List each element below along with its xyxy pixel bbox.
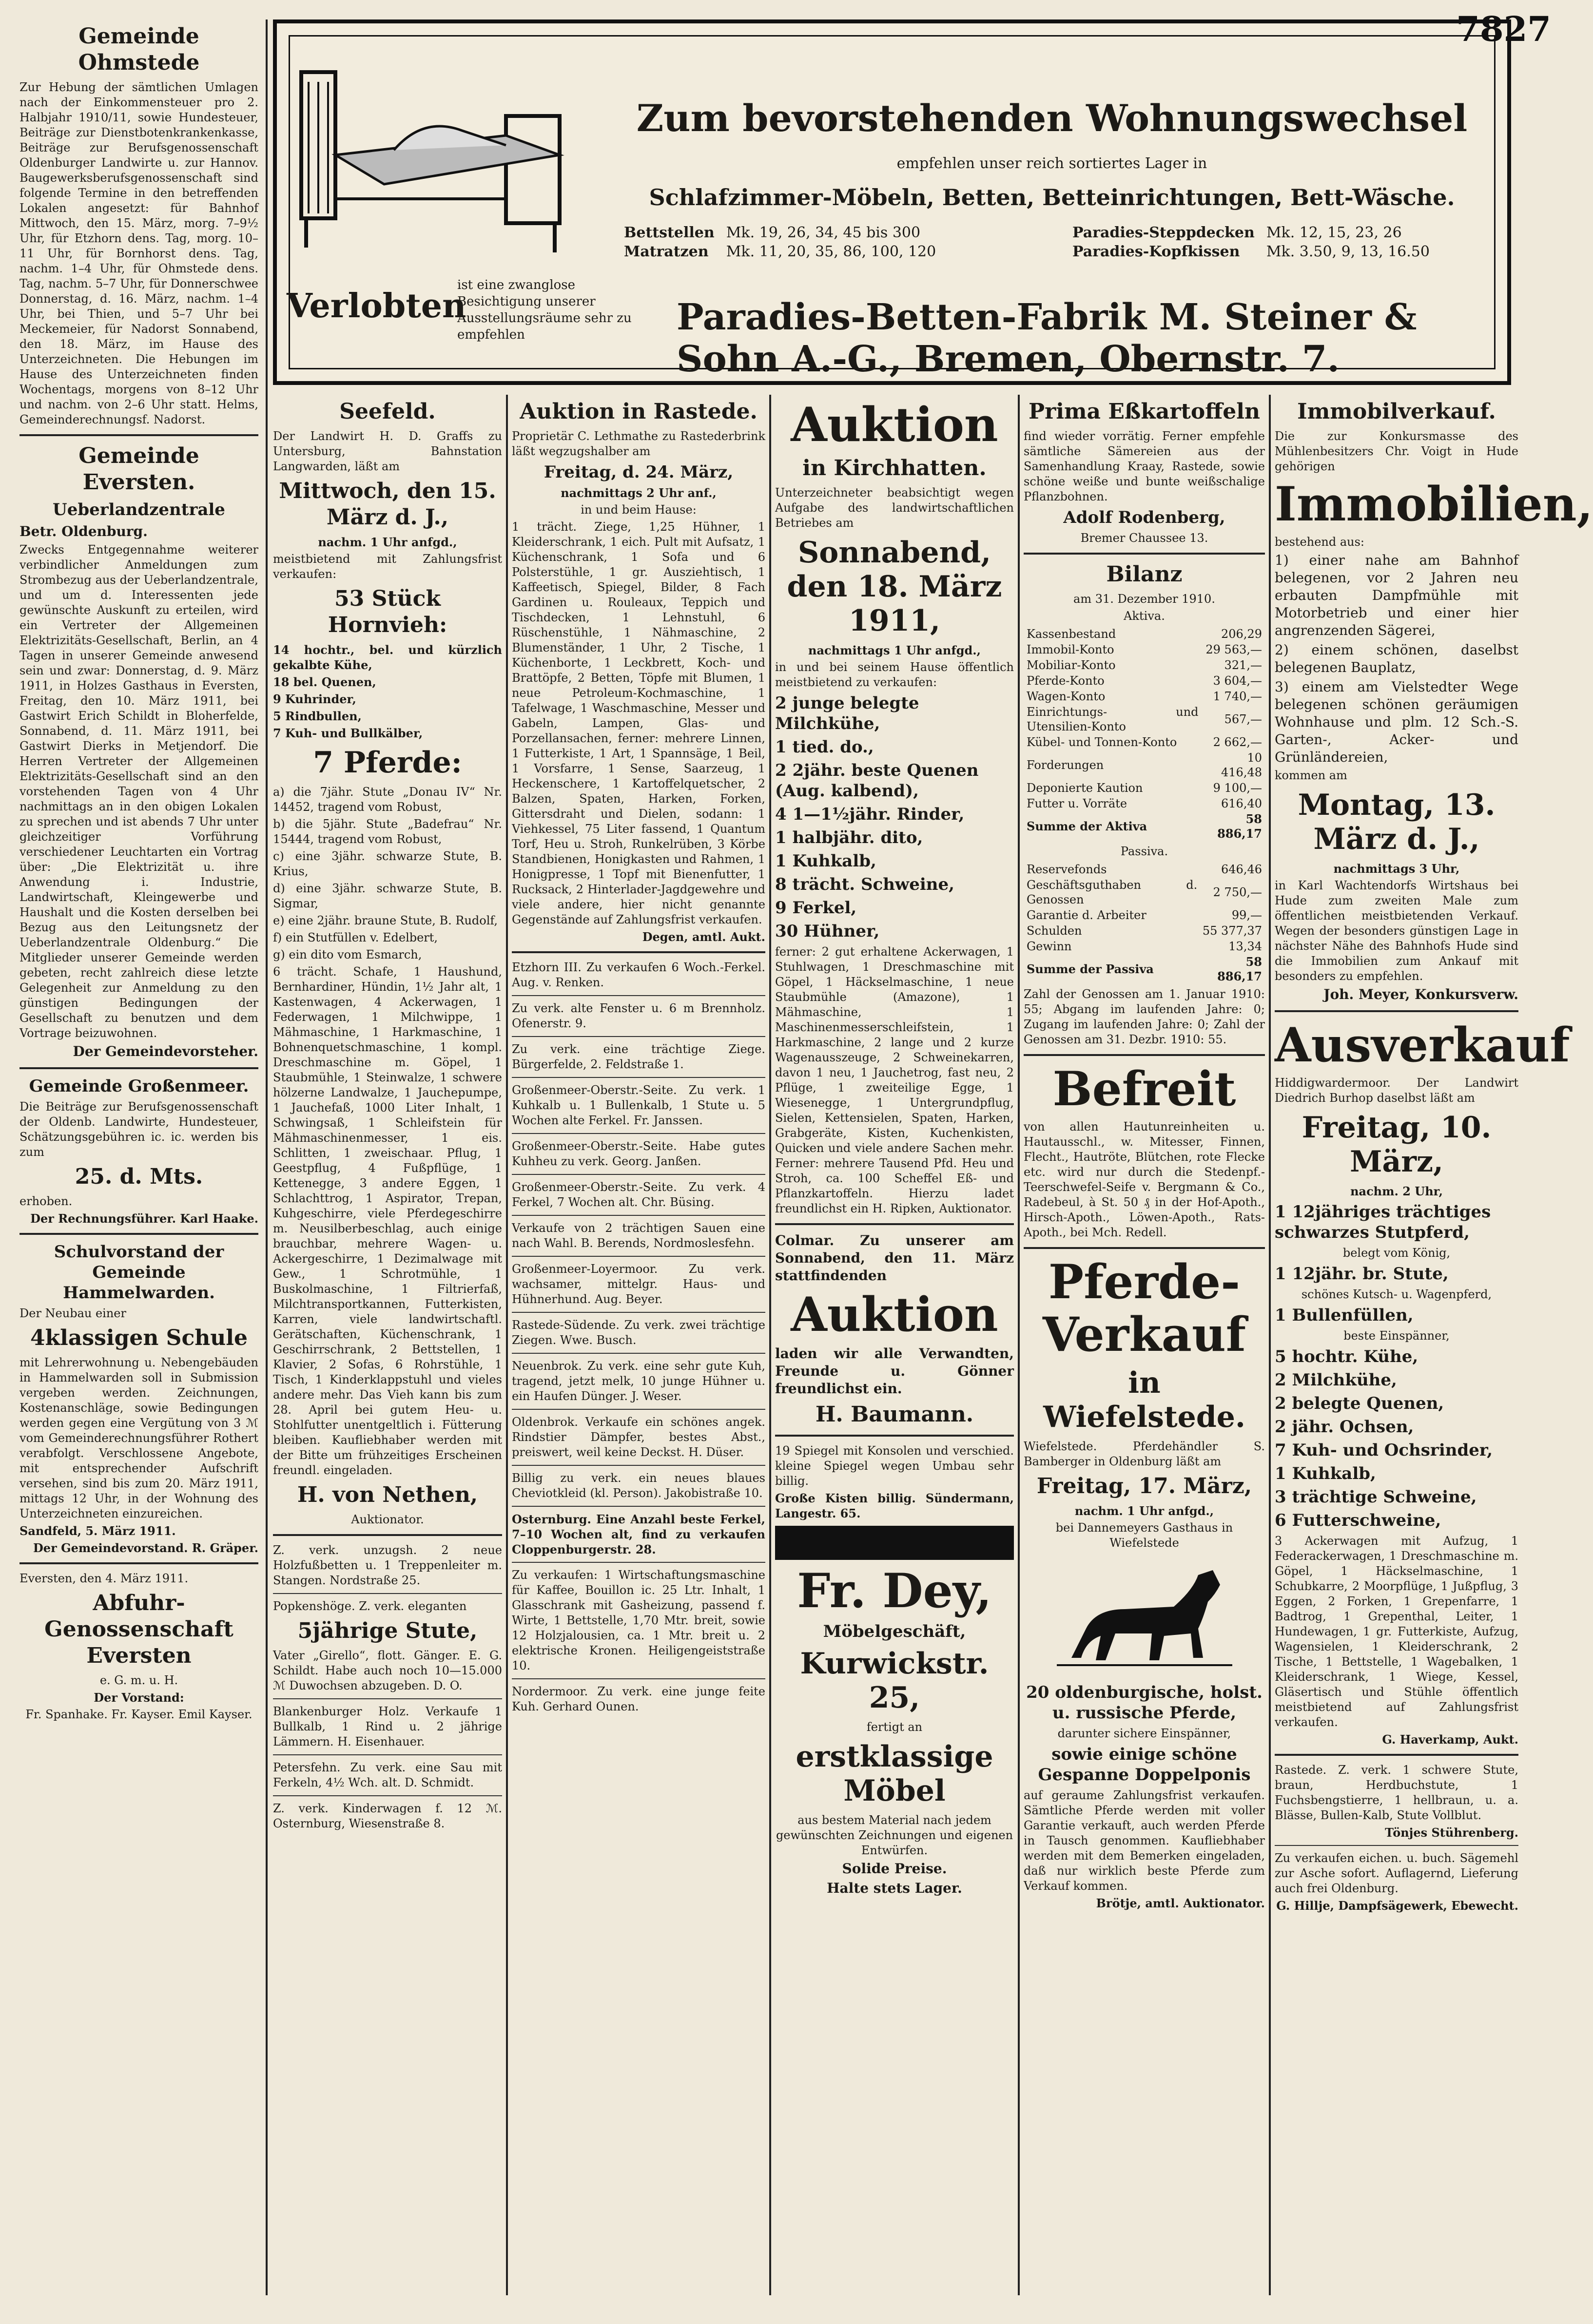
eversten-title: Gemeinde Eversten. [78, 443, 199, 495]
abfuhr-names: Fr. Spanhake. Fr. Kayser. Emil Kayser. [25, 1708, 253, 1721]
cattle-item: 9 Kuhrinder, [273, 692, 356, 706]
table-cell: 646,46 [1221, 863, 1262, 876]
bilanz-date: am 31. Dezember 1910. [1073, 592, 1215, 606]
dey-stock: Halte stets Lager. [827, 1880, 962, 1896]
cattle-item: 14 hochtr., bel. und kürzlich gekalbte Kühe, [273, 643, 502, 672]
table-cell: Einrichtungs- und Utensilien-Konto [1027, 705, 1199, 733]
ausverkauf-item: schönes Kutsch- u. Wagenpferd, [1301, 1287, 1492, 1301]
seefeld-date: Mittwoch, den 15. März d. J., [279, 479, 496, 530]
column-rule [266, 19, 268, 2295]
kirchhatten-item: 2 junge belegte Milchkühe, [775, 693, 919, 733]
ausverkauf-intro: Hiddigwardermoor. Der Landwirt Diedrich Burhop daselbst läßt am [1275, 1076, 1518, 1105]
rastede-place: in und beim Hause: [581, 503, 697, 517]
classified-ad: Nordermoor. Zu verk. eine junge feite Kuh. Gerhard Ounen. [512, 1685, 765, 1713]
rodenberg-address: Bremer Chaussee 13. [1080, 531, 1208, 545]
rastede-intro: Proprietär C. Lethmathe zu Rastederbrink läßt wegzugshalber am [512, 429, 765, 458]
dey-sub: Möbelgeschäft, [823, 1622, 966, 1641]
classified-ad: Petersfehn. Zu verk. eine Sau mit Ferkeln, 4½ Wch. alt. D. Schmidt. [273, 1761, 502, 1789]
ausverkauf-date: Freitag, 10. März, [1302, 1111, 1492, 1179]
table-cell: 58 886,17 [1217, 955, 1262, 983]
horse-item: c) eine 3jähr. schwarze Stute, B. Krius, [273, 849, 502, 878]
table-cell: Garantie d. Arbeiter [1027, 908, 1146, 922]
table-cell: 2 750,— [1213, 885, 1262, 899]
kirchhatten-time: nachmittags 1 Uhr anfgd., [808, 643, 981, 657]
table-cell: Futter u. Vorräte [1027, 797, 1127, 810]
horse-item: e) eine 2jähr. braune Stute, B. Rudolf, [273, 914, 498, 927]
table-cell: Kübel- und Tonnen-Konto [1027, 735, 1177, 749]
classified-ad: Vater „Girello“, flott. Gänger. E. G. Schildt. Habe auch noch 10—15.000 ℳ Duwochsen abzugeben. D. O. [273, 1649, 502, 1692]
table-cell: 9 100,— [1213, 781, 1262, 795]
kirchhatten-date: Sonnabend, den 18. März 1911, [787, 536, 1002, 638]
column-2 [273, 395, 502, 2295]
table-cell: 99,— [1231, 908, 1262, 922]
banner-subtitle: empfehlen unser reich sortiertes Lager in [896, 155, 1207, 172]
seefeld-cattle-title: 53 Stück Hornvieh: [328, 586, 447, 637]
table-row [1025, 673, 1264, 688]
kirchhatten-place: in und bei seinem Hause öffentlich meistbietend zu verkaufen: [775, 660, 1014, 689]
pferde-sign: Brötje, amtl. Auktionator. [1096, 1896, 1265, 1910]
table-row [1025, 812, 1264, 841]
table-cell: 13,34 [1228, 940, 1262, 953]
ausverkauf-item: 5 hochtr. Kühe, [1275, 1347, 1418, 1366]
table-cell: 10 416,48 [1221, 751, 1262, 779]
pferde-location: bei Dannemeyers Gasthaus in Wiefelstede [1055, 1521, 1233, 1550]
ausverkauf-item: 1 Bullenfüllen, [1275, 1306, 1414, 1325]
column-6 [1275, 395, 1593, 2295]
newspaper-page [19, 19, 1593, 2305]
table-row [1025, 689, 1264, 704]
banner-title: Zum bevorstehenden Wohnungswechsel [636, 96, 1468, 140]
table-cell: Geschäftsguthaben d. Genossen [1027, 878, 1198, 906]
rastede-time: nachmittags 2 Uhr anf., [561, 486, 717, 500]
rodenberg-firm: Adolf Rodenberg, [1063, 508, 1225, 527]
table-cell: Kassenbestand [1027, 627, 1116, 641]
classified-ad: Popkenshöge. Z. verk. eleganten [273, 1599, 467, 1613]
horse-item: b) die 5jähr. Stute „Badefrau“ Nr. 15444, tragend vom Robust, [273, 817, 502, 846]
schul-place: Sandfeld, 5. März 1911. [19, 1524, 176, 1538]
schul-big: 4klassigen Schule [30, 1325, 248, 1350]
kirchhatten-item: 1 Kuhkalb, [775, 851, 876, 871]
ausverkauf-item: 1 12jähriges trächtiges schwarzes Stutpferd, [1275, 1202, 1491, 1242]
table-cell: 2 662,— [1213, 735, 1262, 749]
colmar-big: Auktion [791, 1287, 998, 1342]
table-cell: 3 604,— [1213, 674, 1262, 688]
schul-text2: mit Lehrerwohnung u. Nebengebäuden in Hammelwarden soll in Submission vergeben werden. Zeichnungen, Kostenanschläge, sowie Bedingungen werden gegen eine Vergütung von 3 ℳ vom Gemeinderechnungsführer Rothert verabfolgt. Verschlossene Angebote, mit entsprechender Aufschrift versehen, sind bis zum 20. März 1911, mittags 12 Uhr, in der Wohnung des Unterzeichneten einzureichen. [19, 1356, 258, 1520]
column-3 [512, 395, 765, 2295]
table-cell: Schulden [1027, 924, 1082, 938]
rastede-sign: Degen, amtl. Aukt. [642, 930, 765, 944]
seefeld-more: 6 trächt. Schafe, 1 Haushund, Bernhardiner, Hündin, 1½ Jahr alt, 1 Kastenwagen, 4 Ackerwagen, 1 Federwagen, 1 Milchwippe, 1 Mähmaschine, 1 Harkmaschine, 1 Bohnenquetschmaschine, 1 kompl. Dreschmaschine m. Göpel, 1 Staubmühle, 1 Steinwalze, 1 schwere hölzerne Landwalze, 1 Jauchepumpe, 1 Jauchefaß, 1000 Liter Inhalt, 1 Schwingsaß, 1 Schleifstein für Mähmaschinenmesser, 1 eis. Schlitten, 1 zweischaar. Pflug, 1 Geestpflug, 4 Fußpflüge, 1 Kettenegge, 3 andere Eggen, 1 Schlachttrog, 1 Aspirator, Trepan, Kuhgeschirre, viele Pferdegeschirre m. Neusilberbeschlag, auch einige brauchbar, mehrere Wagen- u. Ackergeschirre, 1 Dezimalwage mit Gew., 1 Schrotmühle, 1 Buskolmaschine, 1 Filtrierfaß, Milchtransportkannen, Futterkisten, Karren, viele landwirtschaftl. Gerätschaften, Küchenschrank, 1 Geschirrschrank, 2 Bettstellen, 1 Klavier, 2 Sofas, 6 Rohrstühle, 1 Tisch, 1 Kinderklappstuhl und vieles andere mehr. Das Vieh kann bis zum 28. April bei gutem Heu- u. Stohlfutter unentgeltlich i. Fütterung bleiben. Kaufliebhaber werden mit der Bitte um frühzeitiges Erscheinen freundl. eingeladen. [273, 965, 502, 1477]
seefeld-horses-title: 7 Pferde: [313, 746, 462, 780]
grossenmeer-date: 25. d. Mts. [75, 1164, 203, 1189]
table-cell: Forderungen [1027, 758, 1104, 772]
table-row [1025, 955, 1264, 984]
ausverkauf-item: 2 Milchkühe, [1275, 1370, 1397, 1390]
classified-ad: Oldenbrok. Verkaufe ein schönes angek. Rindstier Dämpfer, bestes Abst., preiswert, weil keine Deckst. H. Düser. [512, 1415, 765, 1459]
ausverkauf-item: 2 belegte Quenen, [1275, 1394, 1444, 1413]
horse-item: g) ein dito vom Esmarch, [273, 948, 422, 961]
dey-big: erstklassige Möbel [796, 1740, 993, 1808]
grossenmeer-title: Gemeinde Großenmeer. [29, 1076, 249, 1096]
ausverkauf-item: beste Einspänner, [1343, 1329, 1450, 1343]
seefeld-title: Seefeld. [339, 399, 436, 424]
seefeld-terms: meistbietend mit Zahlungsfrist verkaufen: [273, 552, 502, 581]
classified-ad: Neuenbrok. Zu verk. eine sehr gute Kuh, tragend, jetzt melk, 10 junge Hühner u. ein Haufen Dünger. J. Weser. [512, 1359, 765, 1403]
saegemehl-sign: G. Hillje, Dampfsägewerk, Ebewecht. [1276, 1899, 1518, 1913]
aktiva-title: Aktiva. [1124, 609, 1165, 623]
immobil-big: Immobilien, [1275, 477, 1593, 532]
classified-ad: Zu verk. alte Fenster u. 6 m Brennholz. Ofenerstr. 9. [512, 1001, 765, 1030]
passiva-table [1024, 861, 1265, 985]
horse-item: d) eine 3jähr. schwarze Stute, B. Sigmar, [273, 882, 502, 910]
ausverkauf-item: 2 jähr. Ochsen, [1275, 1417, 1414, 1437]
table-row [1025, 781, 1264, 795]
seefeld-auctioneer-sub: Auktionator. [351, 1513, 424, 1526]
ausverkauf-more: 3 Ackerwagen mit Aufzug, 1 Federackerwagen, 1 Dreschmaschine m. Göpel, 1 Häckselmaschine, 1 Schubkarre, 2 Moorpflüge, 1 Jußpflug, 3 Eggen, 2 Forken, 1 Grepenfarre, 1 Badtrog, 1 Grepenthal, Leiter, 1 Hundewagen, 1 gr. Futterkiste, Aufzug, Wagensielen, 1 Kleiderschrank, 2 Tische, 1 Bettstelle, 1 Wagebalken, 1 Kleiderschrank, 1 Wiege, Kessel, Gläsertisch und Stühle öffentlich meistbietend auf Zahlungsfrist verkaufen. [1275, 1534, 1518, 1729]
table-cell: 55 377,37 [1202, 924, 1262, 938]
seefeld-auctioneer: H. von Nethen, [297, 1482, 478, 1507]
immobil-intro: Die zur Konkursmasse des Mühlenbesitzers Chr. Voigt in Hude gehörigen [1275, 429, 1518, 473]
table-cell: 206,29 [1221, 627, 1262, 641]
banner-verlobten: Verlobten [287, 287, 466, 326]
abfuhr-sub: e. G. m. u. H. [99, 1673, 178, 1687]
ueberland-text: Zwecks Entgegennahme weiterer verbindlicher Anmeldungen zum Strombezug aus der Ueberlandzentrale, und um d. Interessenten jede gewünschte Auskunft zu erteilen, wird ein Vertreter der Allgemeinen Elektrizitäts-Gesellschaft, Berlin, an 4 Tagen in unserer Gemeinde anwesend sein und zwar: Donnerstag, d. 9. März 1911, in Holzes Gasthaus in Eversten, Freitag, den 10. März 1911, bei Gastwirt Erich Schildt in Bloherfelde, Sonnabend, d. 11. März 1911, bei Gastwirt Dierks in Metjendorf. Die Herren Vertreter der Allgemeinen Elektrizitäts-Gesellschaft sind an den vorstehenden Tagen von 4 Uhr nachmittags an in den obigen Lokalen zu sprechen und ist abends 7 Uhr unter gleichzeitiger Vorführung verschiedener Leuchtarten ein Vortrag über: „Die Elektrizität u. ihre Anwendung i. Industrie, Landwirtschaft, Kleingewerbe und Haushalt und die Kosten derselben bei Bezug aus den Leitungsnetz der Ueberlandzentrale Oldenburg.“ Die Mitglieder unserer Gemeinde werden gebeten, recht zahlreich diese letzte Gelegenheit zur Anmeldung zu den günstigen Bedingungen der Gesellschaft zu benutzen und dem Vortrage beizuwohnen. [19, 543, 258, 1040]
column-rule [1018, 395, 1020, 2295]
banner-prices-left [618, 223, 942, 261]
dey-detail: aus bestem Material nach jedem gewünschten Zeichnungen und eigenen Entwürfen. [776, 1813, 1013, 1857]
kirchhatten-intro: Unterzeichneter beabsichtigt wegen Aufgabe des landwirtschaftlichen Betriebes am [775, 486, 1014, 530]
price-values: Mk. 3.50, 9, 13, 16.50 [1266, 243, 1430, 260]
immobil-list-item: 1) einer nahe am Bahnhof belegenen, vor 2 Jahren neu erbauten Dampfmühle mit Motorbetrieb und einer hier angrenzenden Sägerei, [1275, 552, 1518, 638]
dey-text: fertigt an [866, 1720, 923, 1734]
classified-ad: Rastede-Südende. Zu verk. zwei trächtige Ziegen. Wwe. Busch. [512, 1318, 765, 1347]
ueberland-title: Ueberlandzentrale [53, 500, 225, 519]
column-rule [506, 395, 508, 2295]
classified-ad: Großenmeer-Loyermoor. Zu verk. wachsamer, mittelgr. Haus- und Hühnerhund. Aug. Beyer. [512, 1262, 765, 1306]
banner-products: Schlafzimmer-Möbeln, Betten, Betteinrichtungen, Bett-Wäsche. [649, 184, 1455, 211]
kirchhatten-more: ferner: 2 gut erhaltene Ackerwagen, 1 Stuhlwagen, 1 Dreschmaschine mit Göpel, 1 Häckselmaschine, 1 neue Staubmühle (Amazone), 1 Mähmaschine, 1 Maschinenmesserschleifstein, 1 Harkmaschine, 2 lange und 2 kurze Wagenausszeuge, 2 Schweinekarren, davon 1 neu, 1 Jauchetrog, fast neu, 2 Pflüge, 1 zweiteilige Egge, 1 Wiesenegge, 1 Untergrundpflug, Sielen, Kettensielen, Spaten, Harken, Grabgeräte, Kisten, Kuchenkisten, Quicken und viele andere Sachen mehr. Ferner: mehrere Tausend Pfd. Heu und Stroh, ca. 100 Scheffel Eß- und Pflanzkartoffeln. Hierzu ladet freundlichst ein H. Ripken, Auktionator. [775, 945, 1014, 1215]
table-cell: 616,40 [1221, 797, 1262, 810]
ausverkauf-item: 3 trächtige Schweine, [1275, 1487, 1477, 1507]
horse-illustration [1052, 1556, 1237, 1677]
dey-address: Kurwickstr. 25, [800, 1647, 989, 1715]
table-cell: Gewinn [1027, 940, 1072, 953]
cattle-item: 18 bel. Quenen, [273, 675, 376, 689]
table-cell: Reservefonds [1027, 863, 1107, 876]
banner-prices-right [1067, 223, 1436, 261]
table-row [1025, 878, 1264, 907]
immobil-sign: Joh. Meyer, Konkursverw. [1323, 986, 1518, 1002]
classified-ad: Zu verkaufen: 1 Wirtschaftungsmaschine für Kaffee, Bouillon ic. 25 Ltr. Inhalt, 1 Glasschrank mit Gasheizung, passend f. Wirte, 1 Bettstelle, 1,70 Mtr. breit, sowie 12 Holzjalousien, ca. 1 Mtr. breit u. 2 elektrische Kronen. Heiligengeiststraße 10. [512, 1568, 765, 1672]
column-5 [1024, 395, 1265, 2295]
price-values: Mk. 19, 26, 34, 45 bis 300 [726, 224, 921, 241]
stute-big: 5jährige Stute, [297, 1618, 478, 1643]
column-rule [769, 395, 771, 2295]
table-cell: Mobiliar-Konto [1027, 658, 1116, 672]
table-cell: 567,— [1224, 712, 1262, 726]
table-cell: Deponierte Kaution [1027, 781, 1143, 795]
abfuhr-title: Abfuhr-Genossenschaft Eversten [44, 1591, 233, 1668]
table-cell: 321,— [1224, 658, 1262, 672]
ausverkauf-item: 7 Kuh- und Ochsrinder, [1275, 1440, 1493, 1460]
banner-firm: Paradies-Betten-Fabrik M. Steiner & Sohn A.-G., Bremen, Obernstr. 7. [677, 296, 1417, 380]
pferde-intro: Wiefelstede. Pferdehändler S. Bamberger in Oldenburg läßt am [1024, 1440, 1265, 1468]
grossenmeer-sign: Der Rechnungsführer. Karl Haake. [30, 1211, 258, 1226]
table-cell: 1 740,— [1213, 690, 1262, 703]
price-item: Paradies-Kopfkissen [1072, 243, 1240, 260]
table-row [1025, 750, 1264, 780]
table-row [1025, 642, 1264, 657]
price-item: Matratzen [624, 243, 709, 260]
table-row [1025, 908, 1264, 922]
classified-ad: Z. verk. Kinderwagen f. 12 ℳ. Osternburg, Wiesenstraße 8. [273, 1802, 502, 1830]
classified-ad: Osternburg. Eine Anzahl beste Ferkel, 7–10 Wochen alt, find zu verkaufen Cloppenburgerstr. 28. [512, 1512, 765, 1556]
colmar-text: Colmar. Zu unserer am Sonnabend, den 11. März stattfindenden [775, 1232, 1014, 1284]
aktiva-table [1024, 626, 1265, 842]
dey-price: Solide Preise. [842, 1861, 947, 1877]
table-cell: Pferde-Konto [1027, 674, 1105, 688]
classified-ad: Verkaufe von 2 trächtigen Sauen eine nach Wahl. B. Berends, Nordmoslesfehn. [512, 1221, 765, 1250]
black-bar [775, 1526, 1014, 1560]
ausverkauf-item: 1 Kuhkalb, [1275, 1464, 1376, 1483]
classified-ad: Großenmeer-Oberstr.-Seite. Zu verk. 4 Ferkel, 7 Wochen alt. Chr. Büsing. [512, 1180, 765, 1209]
cattle-item: 5 Rindbullen, [273, 709, 362, 723]
table-row [1025, 735, 1264, 749]
pferde-more: darunter sichere Einspänner, [1057, 1727, 1231, 1740]
rastede-date: Freitag, d. 24. März, [544, 462, 734, 482]
pferde-place: in Wiefelstede. [1043, 1366, 1245, 1434]
ausverkauf-time: nachm. 2 Uhr, [1350, 1184, 1443, 1198]
table-row [1025, 862, 1264, 877]
kirchhatten-item: 1 halbjähr. dito, [775, 828, 923, 847]
schul-title: Schulvorstand der Gemeinde Hammelwarden. [54, 1242, 224, 1303]
pferde-text: auf geraume Zahlungsfrist verkaufen. Sämtliche Pferde werden mit voller Garantie verkauft, auch werden Pferde in Tausch genommen. Kaufliebhaber werden mit dem Bemerken eingeladen, daß nur wirklich beste Pferde zum Verkauf kommen. [1024, 1788, 1265, 1893]
immobil-place: in Karl Wachtendorfs Wirtshaus bei Hude zum zweiten Male zum öffentlichen meistbietenden Verkauf. Wegen der besonders günstigen Lage in nächster Nähe des Bahnhofs Hude sind die Immobilien zum Ankauf mit besonders zu empfehlen. [1275, 879, 1518, 983]
ausverkauf-title: Ausverkauf [1275, 1018, 1570, 1073]
immobil-list-intro: bestehend aus: [1275, 535, 1365, 549]
pferde-big: 20 oldenburgische, holst. u. russische Pferde, [1026, 1683, 1263, 1723]
kirchhatten-title: Auktion [791, 397, 998, 452]
immobil-date: Montag, 13. März d. J., [1298, 788, 1496, 856]
immobil-list-item: 2) einem schönen, daselbst belegenen Bauplatz, [1275, 642, 1518, 675]
horse-item: a) die 7jähr. Stute „Donau IV“ Nr. 14452, tragend vom Robust, [273, 785, 502, 814]
rastede-ad-sign: Tönjes Stührenberg. [1385, 1825, 1518, 1840]
classified-ad: Etzhorn III. Zu verkaufen 6 Woch.-Ferkel. Aug. v. Renken. [512, 960, 765, 989]
pferde-time: nachm. 1 Uhr anfgd., [1074, 1504, 1214, 1518]
befreit-title: Befreit [1052, 1061, 1236, 1116]
table-cell: 29 563,— [1205, 643, 1262, 656]
bilanz-members: Zahl der Genossen am 1. Januar 1910: 55; Abgang im laufenden Jahre: 0; Zugang im laufenden Jahre: 0; Zahl der Genossen am 31. Dezbr. 1910: 55. [1024, 987, 1265, 1046]
abfuhr-place: Eversten, den 4. März 1911. [19, 1572, 189, 1585]
rastede-items: 1 trächt. Ziege, 1,25 Hühner, 1 Kleiderschrank, 1 eich. Pult mit Aufsatz, 1 Küchenschrank, 1 Sofa und 6 Polsterstühle, 1 gr. Ausziehtisch, 1 Kaffeetisch, Spiegel, Bilder, 8 Fach Gardinen u. Rouleaux, Teppich und Tischdecken, 1 Lehnstuhl, 6 Rüschenstühle, 1 Nähmaschine, 2 Blumenständer, 1 Uhr, 2 Tische, 1 Küchenborte, 1 Leckbrett, Koch- und Brattöpfe, 2 Betten, Töpfe mit Blumen, 1 neue Petroleum-Kochmaschine, 1 Tafelwage, 1 Waschmaschine, Messer und Gabeln, Lampen, Glas- und Porzellansachen, ferner: mehrere Linnen, 1 Futterkiste, 1 Art, 1 Spannsäge, 1 Beil, 1 Vorsfarre, 1 Sense, Saarzeug, 1 Heckenschere, 1 Kartoffelquetscher, 2 Balzen, Spaten, Harken, Forken, Gittersdraht und Dielen, sodann: 1 Viehkessel, 75 Liter fassend, 1 Quantum Torf, Heu u. Stroh, Runkelrüben, 3 Körbe Standbienen, Honigkasten und Rahmen, 1 Honigpresse, 1 Topf mit Bienenfutter, 1 Rucksack, 2 Hinterlader-Jagdgewehre und viele andere, hier nicht genannte Gegenstände auf Zahlungsfrist verkaufen. [512, 520, 765, 926]
table-row [1025, 796, 1264, 811]
kirchhatten-item: 8 trächt. Schweine, [775, 875, 954, 894]
ausverkauf-item: belegt vom König, [1342, 1246, 1451, 1260]
rastede-title: Auktion in Rastede. [520, 399, 758, 424]
table-row [1025, 939, 1264, 954]
column-rule [1269, 395, 1271, 2295]
ausverkauf-item: 1 12jähr. br. Stute, [1275, 1264, 1449, 1284]
table-row [1025, 627, 1264, 641]
ueberland-sign: Der Gemeindevorsteher. [73, 1043, 258, 1059]
seefeld-time: nachm. 1 Uhr anfgd., [318, 535, 457, 549]
grossenmeer-end: erhoben. [19, 1194, 73, 1208]
saegemehl-ad: Zu verkaufen eichen. u. buch. Sägemehl zur Asche sofort. Auflagernd, Lieferung auch frei Oldenburg. [1275, 1851, 1518, 1895]
colmar-invite: laden wir alle Verwandten, Freunde u. Gönner freundlichst ein. [775, 1345, 1014, 1397]
pferde-gespann: sowie einige schöne Gespanne Doppelponis [1038, 1745, 1251, 1785]
price-values: Mk. 11, 20, 35, 86, 100, 120 [726, 243, 936, 260]
immobil-list-item: 3) einem am Vielstedter Wege belegenen schönen geräumigen Wohnhause und plm. 12 Sch.-S. Garten-, Acker- und Grünländereien, [1275, 679, 1518, 765]
rastede-ad: Rastede. Z. verk. 1 schwere Stute, braun, Herdbuchstute, 1 Fuchsbengstierre, 1 hellbraun, u. a. Blässe, Bullen-Kalb, Stute Vollblut. [1275, 1763, 1518, 1822]
passiva-title: Passiva. [1120, 845, 1168, 858]
banner-ad [273, 19, 1511, 385]
classified-ad: Billig zu verk. ein neues blaues Cheviotkleid (kl. Person). Jakobistraße 10. [512, 1471, 765, 1500]
spiegel-ad: 19 Spiegel mit Konsolen und verschied. kleine Spiegel wegen Umbau sehr billig. [775, 1444, 1014, 1488]
table-cell: Summe der Aktiva [1027, 819, 1147, 833]
table-row [1025, 923, 1264, 938]
bilanz-title: Bilanz [1106, 562, 1183, 587]
ohmstede-text: Zur Hebung der sämtlichen Umlagen nach der Einkommensteuer pro 2. Halbjahr 1910/11, sowie Hundesteuer, Beiträge zur Dienstbotenkrankenkasse, Beiträge zur Berufsgenossenschaft Oldenburger Landwirte u. zur Hannov. Baugewerksberufsgenossenschaft sind folgende Termine in den betreffenden Lokalen angesetzt: für Bahnhof Mittwoch, den 15. März, morg. 7–9½ Uhr, für Etzhorn dens. Tag, morg. 10–11 Uhr, für Bornhorst dens. Tag, nachm. 1–4 Uhr, für Ohmstede dens. Tag, nachm. 5–7 Uhr, für Donnerschwee Donnerstag, d. 16. März, nachm. 1–4 Uhr, bei Thien, und 5–7 Uhr bei Meckemeier, für Nadorst Sonnabend, den 18. März, im Hause des Unterzeichneten. Die Hebungen im Hause des Unterzeichneten finden Wochentags, morgens von 8–12 Uhr und nachm. von 2–6 Uhr statt. Helms, Gemeinderechnungsf. Nadorst. [19, 80, 258, 426]
kartoffeln-intro: find wieder vorrätig. Ferner empfehle sämtliche Sämereien aus der Samenhandlung Kraay, Rastede, sowie schöne weiße und bunte weißschalige Pflanzbohnen. [1024, 429, 1265, 503]
column-1 [19, 19, 258, 2295]
pferde-title: Pferde-Verkauf [1042, 1254, 1246, 1362]
bed-illustration [296, 53, 569, 257]
classified-ad: Zu verk. eine trächtige Ziege. Bürgerfelde, 2. Feldstraße 1. [512, 1042, 765, 1071]
kisten-ad: Große Kisten billig. Sündermann, Langestr. 65. [775, 1491, 1014, 1520]
ausverkauf-sign: G. Haverkamp, Aukt. [1382, 1732, 1518, 1747]
ueberland-subtitle: Betr. Oldenburg. [19, 523, 148, 539]
immobil-time: nachmittags 3 Uhr, [1333, 862, 1460, 876]
immobil-title: Immobilverkauf. [1297, 399, 1496, 424]
page-number: 7827 [1456, 9, 1551, 49]
table-cell: 58 886,17 [1217, 812, 1262, 841]
table-cell: Wagen-Konto [1027, 690, 1106, 703]
classified-ad: Z. verk. unzugsh. 2 neue Holzfußbetten u. 1 Treppenleiter m. Stangen. Nordstraße 25. [273, 1543, 502, 1587]
pferde-date: Freitag, 17. März, [1036, 1474, 1252, 1498]
price-item: Paradies-Steppdecken [1072, 224, 1255, 241]
price-item: Bettstellen [624, 224, 715, 241]
banner-verlobten-text: ist eine zwanglose Besichtigung unserer Ausstellungsräume sehr zu empfehlen [457, 278, 632, 342]
ohmstede-title: Gemeinde Ohmstede [78, 24, 200, 75]
befreit-text: von allen Hautunreinheiten u. Hautausschl., w. Mitesser, Finnen, Flecht., Hautröte, Blütchen, rote Flecke etc. wird nur durch die Stedenpf.-Teerschwefel-Seife v. Bergmann & Co., Radebeul, à St. 50 ₰ in der Hof-Apoth., Hirsch-Apoth., Löwen-Apoth., Rats-Apoth., bei Mch. Redell. [1024, 1120, 1265, 1239]
kirchhatten-item: 2 2jähr. beste Quenen (Aug. kalbend), [775, 761, 979, 801]
colmar-sign: H. Baumann. [815, 1402, 974, 1427]
abfuhr-vorstand: Der Vorstand: [94, 1690, 184, 1705]
table-row [1025, 658, 1264, 672]
kirchhatten-subtitle: in Kirchhatten. [802, 456, 987, 480]
table-cell: Summe der Passiva [1027, 962, 1154, 976]
horse-item: f) ein Stutfüllen v. Edelbert, [273, 931, 438, 944]
kirchhatten-item: 9 Ferkel, [775, 898, 857, 918]
schul-text1: Der Neubau einer [19, 1306, 126, 1320]
seefeld-intro: Der Landwirt H. D. Graffs zu Untersburg, Bahnstation Langwarden, läßt am [273, 429, 502, 473]
grossenmeer-text: Die Beiträge zur Berufsgenossenschaft der Oldenb. Landwirte, Hundesteuer, Schätzungsgebühren ic. ic. werden bis zum [19, 1100, 258, 1159]
cattle-item: 7 Kuh- und Bullkälber, [273, 726, 423, 740]
immobil-kommen: kommen am [1275, 768, 1347, 782]
dey-title: Fr. Dey, [797, 1563, 992, 1618]
ausverkauf-item: 6 Futterschweine, [1275, 1511, 1441, 1530]
kirchhatten-item: 4 1—1½jähr. Rinder, [775, 805, 965, 824]
table-cell: Immobil-Konto [1027, 643, 1114, 656]
price-values: Mk. 12, 15, 23, 26 [1266, 224, 1402, 241]
classified-ad: Großenmeer-Oberstr.-Seite. Habe gutes Kuhheu zu verk. Georg. Janßen. [512, 1139, 765, 1168]
kirchhatten-item: 30 Hühner, [775, 922, 880, 941]
table-row [1025, 705, 1264, 734]
classified-ad: Großenmeer-Oberstr.-Seite. Zu verk. 1 Kuhkalb u. 1 Bullenkalb, 1 Stute u. 5 Wochen alte Ferkel. Fr. Janssen. [512, 1083, 765, 1127]
schul-sign: Der Gemeindevorstand. R. Gräper. [33, 1541, 258, 1555]
column-4 [775, 395, 1014, 2295]
classified-ad: Blankenburger Holz. Verkaufe 1 Bullkalb, 1 Rind u. 2 jährige Lämmern. H. Eisenhauer. [273, 1705, 502, 1748]
kirchhatten-item: 1 tied. do., [775, 737, 874, 757]
kartoffeln-title: Prima Eßkartoffeln [1029, 399, 1260, 424]
